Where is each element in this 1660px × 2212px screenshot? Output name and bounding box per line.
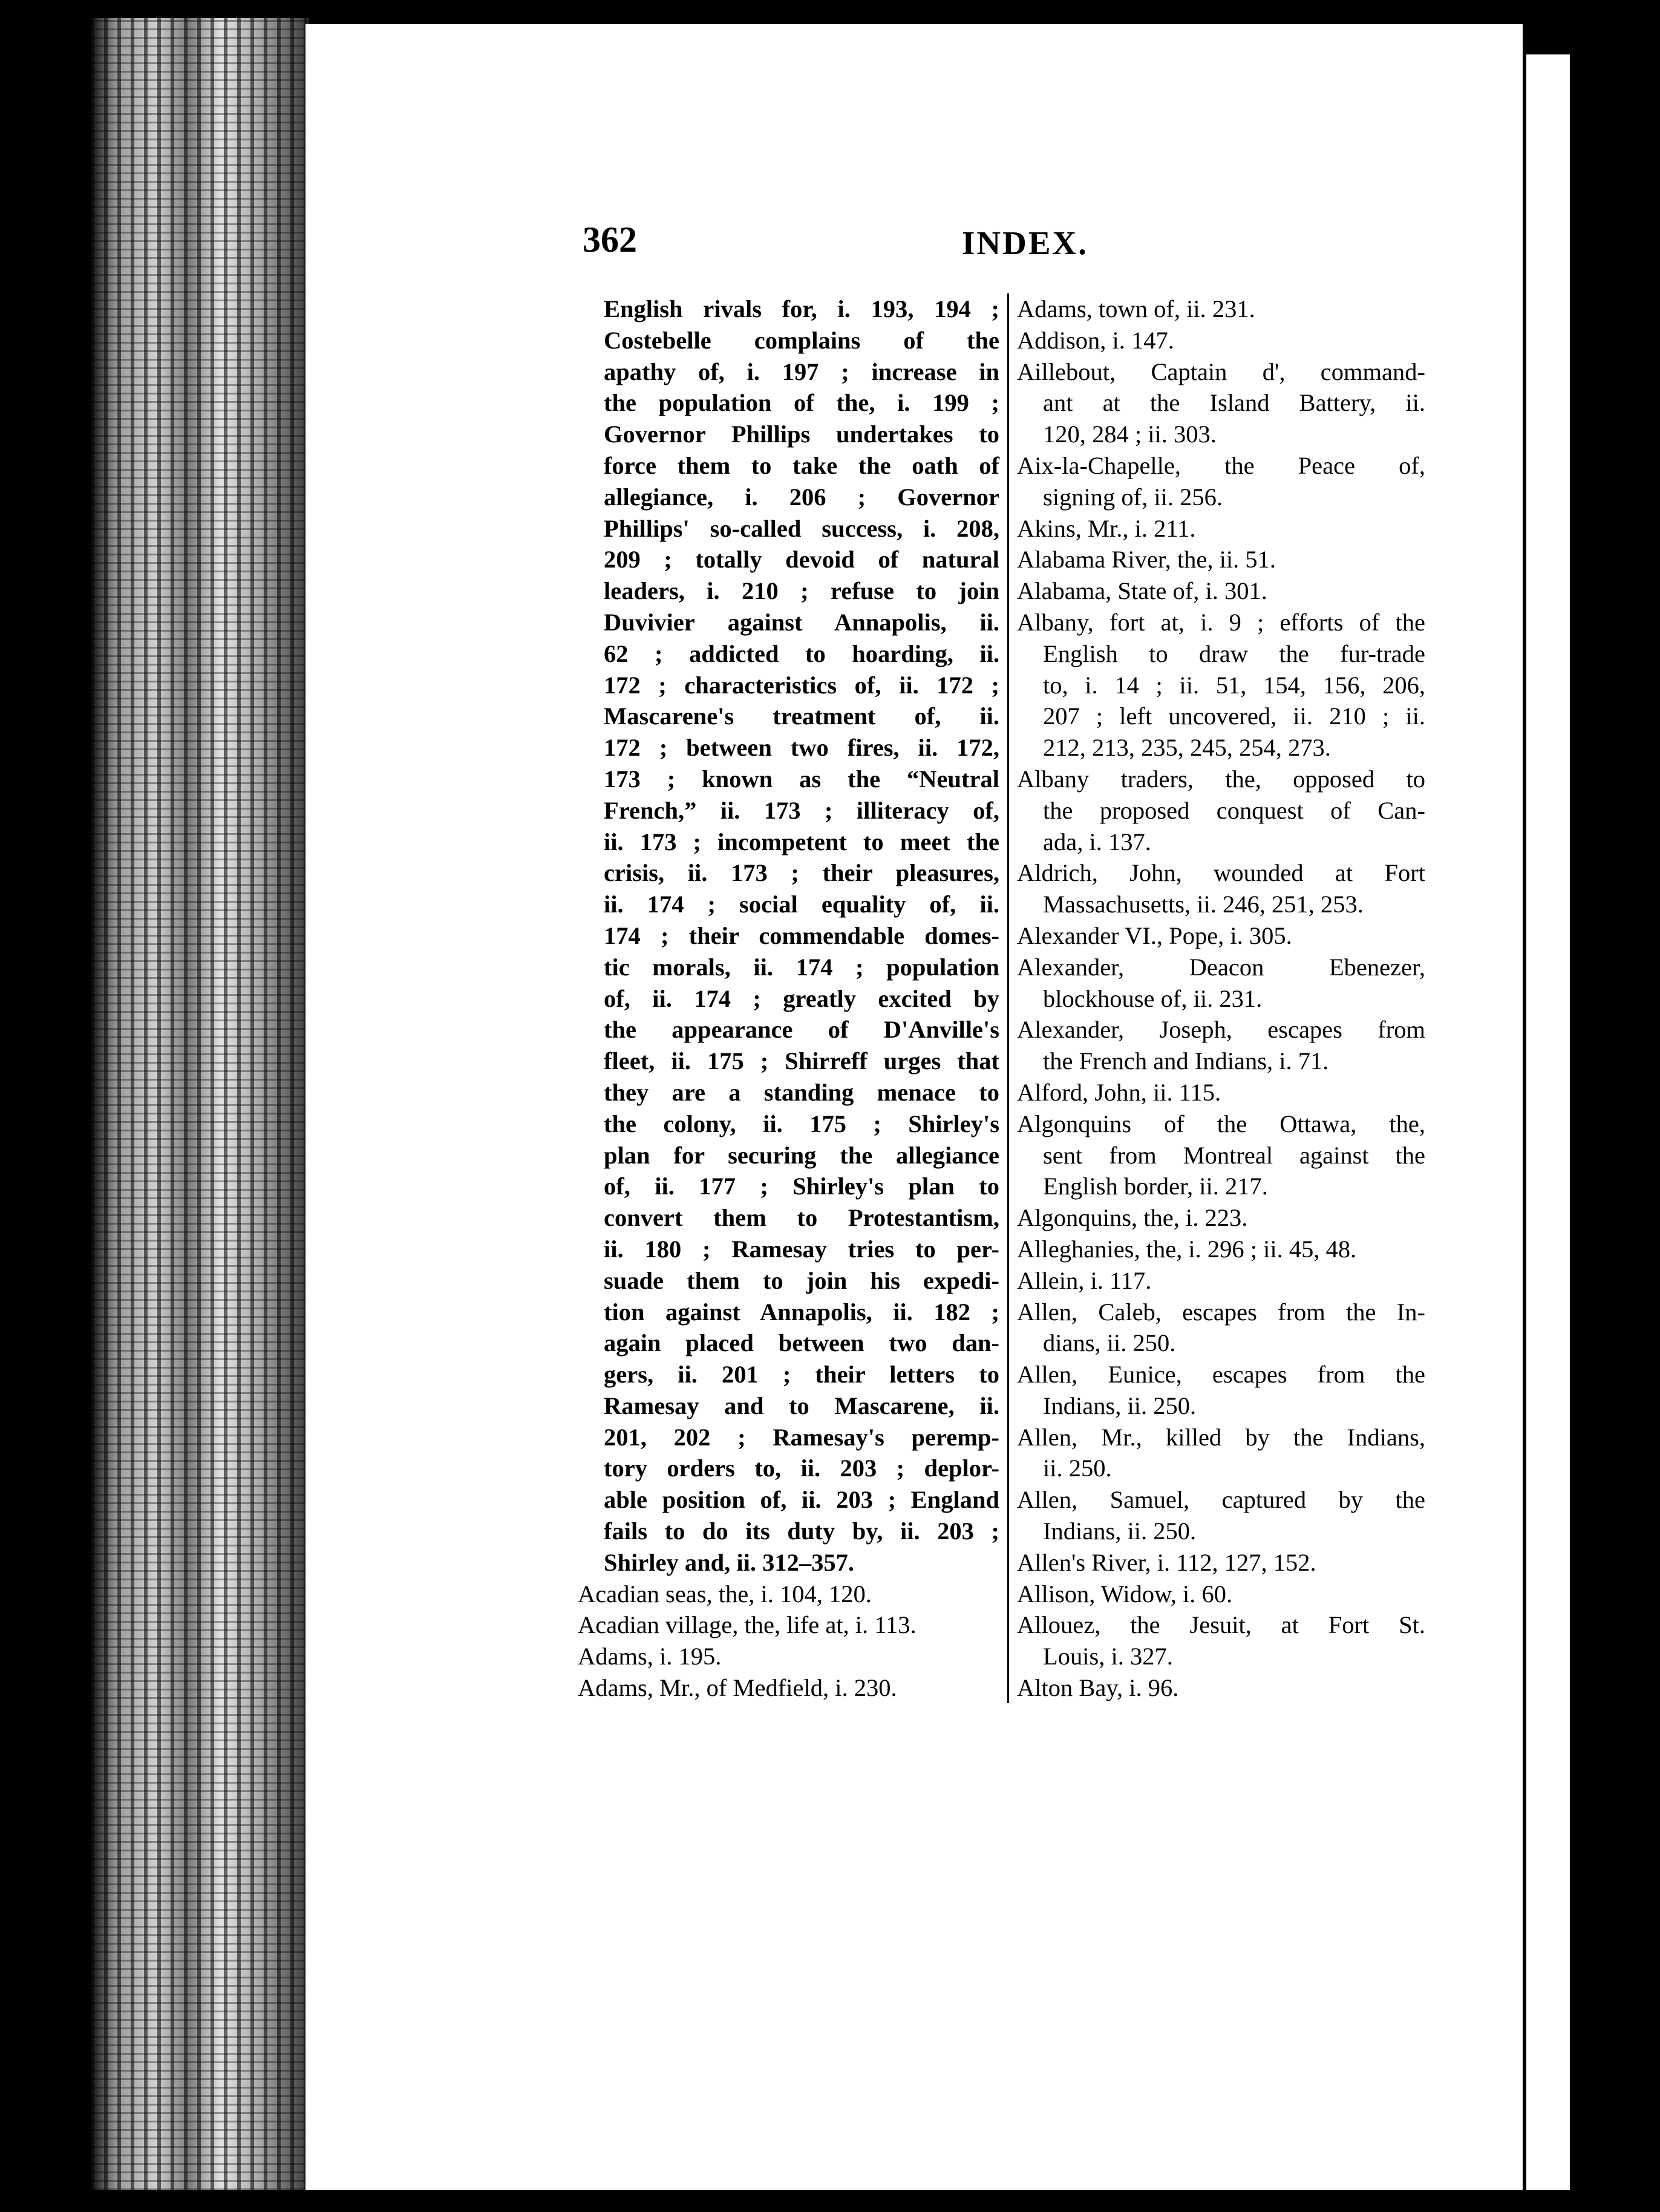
index-line: Alton Bay, i. 96. (1017, 1674, 1179, 1702)
index-line: signing of, ii. 256. (1043, 483, 1223, 511)
index-line: Akins, Mr., i. 211. (1017, 514, 1196, 542)
index-entry: Acadian seas, the, i. 104, 120. (578, 1580, 872, 1608)
index-line: Allen, Eunice, escapes from the (1017, 1361, 1425, 1389)
index-entry (1017, 293, 1425, 325)
index-line: able position of, ii. 203 ; England (604, 1486, 999, 1514)
index-entry (1017, 325, 1425, 356)
index-line: ii. 250. (1043, 1454, 1112, 1482)
index-line: they are a standing menace to (604, 1078, 999, 1106)
index-line: the colony, ii. 175 ; Shirley's (604, 1110, 999, 1137)
index-line: French,” ii. 173 ; illiteracy of, (604, 796, 999, 824)
left-entry-list (578, 1579, 999, 1704)
index-line: Louis, i. 327. (1043, 1643, 1173, 1670)
index-line: English to draw the fur-trade (1043, 640, 1425, 667)
index-entry (1017, 544, 1425, 575)
index-line: force them to take the oath of (604, 451, 999, 479)
index-entry (1017, 1422, 1425, 1485)
index-entry (1017, 513, 1425, 545)
index-entry: Adams, i. 195. (578, 1643, 722, 1670)
index-line: 172 ; between two fires, ii. 172, (604, 734, 999, 762)
index-line: the French and Indians, i. 71. (1043, 1047, 1329, 1075)
right-entry-list (1017, 293, 1425, 1704)
index-column-left (578, 293, 999, 1704)
index-line: Shirley and, ii. 312–357. (604, 1548, 855, 1576)
index-line: tory orders to, ii. 203 ; deplor- (604, 1454, 999, 1482)
index-line: Alexander VI., Pope, i. 305. (1017, 921, 1292, 949)
book-spine (91, 18, 309, 2190)
index-line: Algonquins of the Ottawa, the, (1017, 1110, 1425, 1137)
index-entry (1017, 1609, 1425, 1672)
continued-entry (578, 293, 999, 1579)
index-entry (1017, 1359, 1425, 1422)
index-line: 120, 284 ; ii. 303. (1043, 420, 1217, 448)
index-line: Allen, Caleb, escapes from the In- (1017, 1298, 1425, 1326)
index-line: ii. 180 ; Ramesay tries to per- (604, 1235, 999, 1263)
index-line: Allen, Mr., killed by the Indians, (1017, 1423, 1425, 1451)
page-number: 362 (583, 220, 637, 260)
index-line: Allein, i. 117. (1017, 1266, 1152, 1294)
index-line: Albany traders, the, opposed to (1017, 765, 1425, 793)
index-line: 173 ; known as the “Neutral (604, 765, 999, 793)
index-entry (1017, 1672, 1425, 1704)
column-divider (1007, 293, 1009, 1703)
index-entry (1017, 1234, 1425, 1265)
page-title: INDEX. (962, 224, 1088, 261)
index-line: English border, ii. 217. (1043, 1173, 1268, 1200)
index-line: Governor Phillips undertakes to (604, 420, 999, 448)
index-line: ada, i. 137. (1043, 828, 1151, 856)
index-entry (1017, 607, 1425, 764)
index-line: crisis, ii. 173 ; their pleasures, (604, 859, 999, 887)
index-entry (1017, 1014, 1425, 1077)
index-entry: Adams, Mr., of Medfield, i. 230. (578, 1674, 897, 1702)
index-entry (1017, 1202, 1425, 1234)
index-line: 209 ; totally devoid of natural (604, 546, 999, 574)
index-line: convert them to Protestantism, (604, 1204, 999, 1232)
index-line: Alexander, Joseph, escapes from (1017, 1016, 1425, 1044)
index-entry (1017, 1077, 1425, 1108)
index-line: Alleghanies, the, i. 296 ; ii. 45, 48. (1017, 1235, 1357, 1263)
index-line: fleet, ii. 175 ; Shirreff urges that (604, 1047, 999, 1075)
index-line: blockhouse of, ii. 231. (1043, 984, 1263, 1012)
index-line: Massachusetts, ii. 246, 251, 253. (1043, 891, 1364, 918)
index-entry (1017, 952, 1425, 1015)
index-line: fails to do its duty by, ii. 203 ; (604, 1517, 999, 1545)
index-line: 212, 213, 235, 245, 254, 273. (1043, 734, 1331, 762)
index-line: Phillips' so-called success, i. 208, (604, 514, 999, 542)
index-line: Alford, John, ii. 115. (1017, 1078, 1221, 1106)
index-line: Allen, Samuel, captured by the (1017, 1486, 1425, 1514)
index-line: gers, ii. 201 ; their letters to (604, 1361, 999, 1389)
index-line: apathy of, i. 197 ; increase in (604, 358, 999, 385)
index-line: tion against Annapolis, ii. 182 ; (604, 1298, 999, 1326)
index-entry: Acadian village, the, life at, i. 113. (578, 1611, 917, 1639)
index-line: of, ii. 177 ; Shirley's plan to (604, 1173, 999, 1200)
index-line: sent from Montreal against the (1043, 1141, 1425, 1169)
index-line: 174 ; their commendable domes- (604, 921, 999, 949)
index-line: tic morals, ii. 174 ; population (604, 953, 999, 981)
index-entry (1017, 1297, 1425, 1360)
index-line: Addison, i. 147. (1017, 326, 1174, 354)
index-line: 172 ; characteristics of, ii. 172 ; (604, 671, 999, 699)
index-line: dians, ii. 250. (1043, 1329, 1176, 1357)
index-line: Alabama River, the, ii. 51. (1017, 546, 1276, 574)
index-line: allegiance, i. 206 ; Governor (604, 483, 999, 511)
index-line: Alexander, Deacon Ebenezer, (1017, 953, 1425, 981)
index-entry (1017, 450, 1425, 513)
index-entry (1017, 1579, 1425, 1610)
index-entry (1017, 356, 1425, 450)
index-line: Albany, fort at, i. 9 ; efforts of the (1017, 608, 1425, 636)
index-entry (1017, 1265, 1425, 1297)
index-line: Costebelle complains of the (604, 326, 999, 354)
page-edge (1523, 54, 1570, 2190)
index-entry (1017, 1108, 1425, 1202)
index-entry (1017, 1484, 1425, 1547)
index-line: Allen's River, i. 112, 127, 152. (1017, 1548, 1316, 1576)
index-line: suade them to join his expedi- (604, 1266, 999, 1294)
index-line: 201, 202 ; Ramesay's peremp- (604, 1423, 999, 1451)
index-line: leaders, i. 210 ; refuse to join (604, 577, 999, 605)
index-line: Aix-la-Chapelle, the Peace of, (1017, 451, 1425, 479)
index-line: Adams, town of, ii. 231. (1017, 295, 1255, 322)
index-line: English rivals for, i. 193, 194 ; (604, 295, 999, 322)
index-entry (1017, 1547, 1425, 1579)
index-line: Indians, ii. 250. (1043, 1517, 1197, 1545)
index-line: Indians, ii. 250. (1043, 1392, 1197, 1419)
index-line: of, ii. 174 ; greatly excited by (604, 984, 999, 1012)
index-line: ii. 174 ; social equality of, ii. (604, 891, 999, 918)
index-line: again placed between two dan- (604, 1329, 999, 1357)
index-line: the appearance of D'Anville's (604, 1016, 999, 1044)
index-line: to, i. 14 ; ii. 51, 154, 156, 206, (1043, 671, 1425, 699)
index-line: ii. 173 ; incompetent to meet the (604, 828, 999, 856)
index-entry (1017, 575, 1425, 607)
index-entry (1017, 857, 1425, 920)
index-line: the population of the, i. 199 ; (604, 389, 999, 417)
index-line: Duvivier against Annapolis, ii. (604, 608, 999, 636)
index-line: Ramesay and to Mascarene, ii. (604, 1392, 999, 1419)
index-column-right (1017, 293, 1425, 1704)
index-line: Mascarene's treatment of, ii. (604, 702, 999, 730)
index-line: plan for securing the allegiance (604, 1141, 999, 1169)
index-line: ant at the Island Battery, ii. (1043, 389, 1425, 417)
index-line: the proposed conquest of Can- (1043, 796, 1425, 824)
index-line: Alabama, State of, i. 301. (1017, 577, 1267, 605)
index-line: 207 ; left uncovered, ii. 210 ; ii. (1043, 702, 1425, 730)
index-entry (1017, 764, 1425, 857)
index-line: Aldrich, John, wounded at Fort (1017, 859, 1425, 887)
index-line: 62 ; addicted to hoarding, ii. (604, 640, 999, 667)
index-line: Allison, Widow, i. 60. (1017, 1580, 1233, 1608)
index-entry (1017, 920, 1425, 952)
index-line: Aillebout, Captain d', command- (1017, 358, 1425, 385)
index-line: Algonquins, the, i. 223. (1017, 1204, 1248, 1232)
index-line: Allouez, the Jesuit, at Fort St. (1017, 1611, 1425, 1639)
